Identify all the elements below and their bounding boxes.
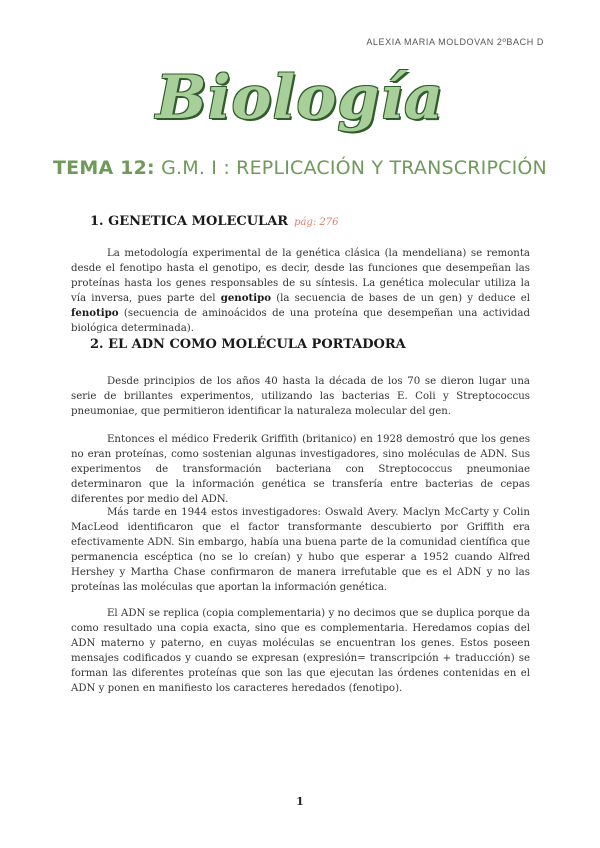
text-run: Más tarde en 1944 estos investigadores: Oswald Avery. Maclyn McCarty y Colin MacLeod identificaron que el factor transformante descubierto por Griffith era efectivamente ADN. Sin embargo, había una buena parte de la comunidad científica que permanencia escéptica (no se lo creían) y hubo que esperar a 1952 cuando Alfred Hershey y Martha Chase confirmaron de manera irrefutable que es el ADN y no las proteínas las moléculas que aportan la información genética. — [71, 507, 530, 593]
paragraph-intro — [71, 246, 530, 336]
text-run: (la secuencia de bases de un gen) y deduce el — [271, 293, 530, 304]
term-fenotipo: fenotipo — [71, 307, 119, 319]
section-title: 1. GENETICA MOLECULAR — [90, 214, 289, 229]
paragraph — [71, 606, 530, 696]
term-genotipo: genotipo — [220, 292, 272, 304]
section-heading-2 — [90, 337, 406, 352]
topic-title — [0, 157, 600, 179]
topic-number: TEMA 12: — [53, 157, 155, 179]
paragraph — [71, 432, 530, 507]
section-heading-1 — [90, 214, 339, 229]
brand-title: Biología — [156, 63, 444, 133]
text-run: Entonces el médico Frederik Griffith (britanico) en 1928 demostró que los genes no eran proteínas, como sostenian algunas investigadores, sino moléculas de ADN. Sus experimentos de transformación bacteriana con Streptococcus pneumoniae determinaron que la información genética se transfería entre bacterias de cepas diferentes por medio del ADN. — [71, 434, 530, 505]
text-run: El ADN se replica (copia complementaria) y no decimos que se duplica porque da como resultado una copia exacta, sino que es complementaria. Heredamos copias del ADN materno y paterno, en cuyas moléculas se encuentran los genes. Estos poseen mensajes codificados y cuando se expresan (expresión= transcripción + traducción) se forman las diferentes proteínas que son las que ejecutan las órdenes contenidas en el ADN y ponen en manifiesto los caracteres heredados (fenotipo). — [71, 608, 530, 694]
text-run: La metodología experimental de la genética clásica (la mendeliana) se remonta desde el fenotipo hasta el genotipo, es decir, desde las funciones que desempeñan las proteínas hasta los genes responsables de su síntesis. La genética molecular utiliza la vía inversa, pues parte del — [71, 248, 530, 304]
paragraph — [71, 374, 530, 419]
page-number: 1 — [296, 795, 304, 808]
text-run: Desde principios de los años 40 hasta la década de los 70 se dieron lugar una serie de brillantes experimentos, utilizando las bacterias E. Coli y Streptococcus pneumoniae, que permitieron identificar la naturaleza molecular del gen. — [71, 376, 530, 417]
topic-name: G.M. I : REPLICACIÓN Y TRANSCRIPCIÓN — [154, 157, 547, 179]
page-reference: pág: 276 — [294, 217, 339, 228]
text-run: (secuencia de aminoácidos de una proteína que desempeñan una actividad biológica determinada). — [71, 308, 530, 334]
paragraph — [71, 505, 530, 595]
section-title: 2. EL ADN COMO MOLÉCULA PORTADORA — [90, 337, 406, 352]
author-header: ALEXIA MARIA MOLDOVAN 2ºBACH D — [366, 37, 544, 47]
